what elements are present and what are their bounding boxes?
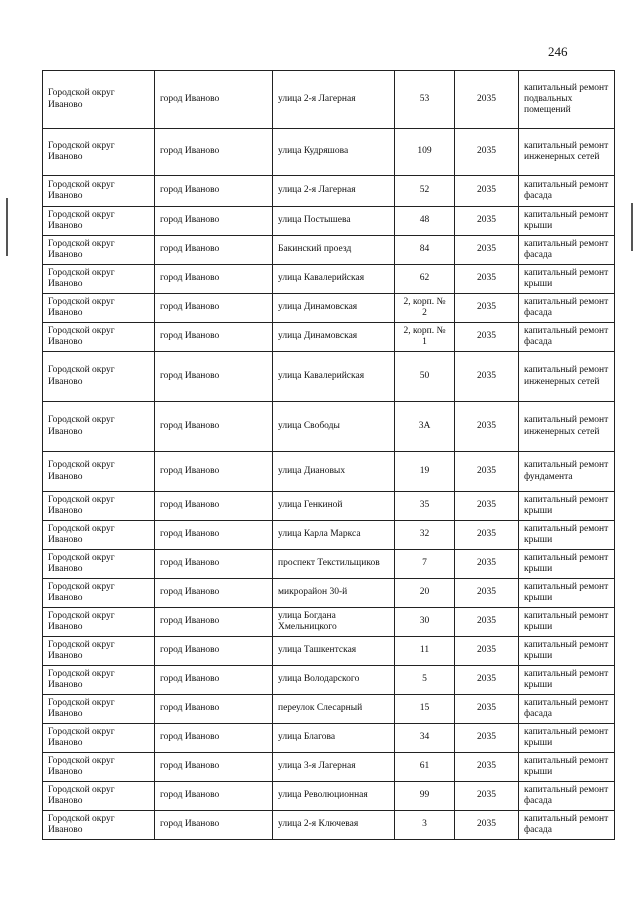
cell-city: город Иваново [155,129,273,176]
cell-street: улица Динамовская [273,323,395,352]
cell-city: город Иваново [155,608,273,637]
cell-work: капитальный ремонт подвальных помещений [519,71,615,129]
cell-okrug: Городской округ Иваново [43,666,155,695]
cell-year: 2035 [455,452,519,492]
cell-year: 2035 [455,724,519,753]
cell-house: 34 [395,724,455,753]
table-row [43,492,615,521]
cell-okrug: Городской округ Иваново [43,402,155,452]
cell-street: улица Постышева [273,207,395,236]
cell-okrug: Городской округ Иваново [43,265,155,294]
cell-year: 2035 [455,207,519,236]
table-row [43,724,615,753]
cell-okrug: Городской округ Иваново [43,323,155,352]
cell-work: капитальный ремонт крыши [519,550,615,579]
cell-street: проспект Текстильщиков [273,550,395,579]
cell-house: 5 [395,666,455,695]
page-number: 246 [548,44,568,59]
cell-house: 84 [395,236,455,265]
cell-house: 3 [395,811,455,840]
cell-house: 32 [395,521,455,550]
cell-year: 2035 [455,521,519,550]
table-row [43,666,615,695]
cell-year: 2035 [455,811,519,840]
cell-city: город Иваново [155,176,273,207]
repair-schedule-table [42,70,615,840]
cell-okrug: Городской округ Иваново [43,521,155,550]
cell-work: капитальный ремонт фасада [519,294,615,323]
cell-street: Бакинский проезд [273,236,395,265]
cell-street: улица Благова [273,724,395,753]
cell-work: капитальный ремонт фасада [519,811,615,840]
cell-street: улица Свободы [273,402,395,452]
cell-city: город Иваново [155,402,273,452]
cell-city: город Иваново [155,666,273,695]
table-row [43,637,615,666]
cell-house: 11 [395,637,455,666]
cell-okrug: Городской округ Иваново [43,236,155,265]
cell-okrug: Городской округ Иваново [43,550,155,579]
table-row [43,294,615,323]
cell-work: капитальный ремонт крыши [519,724,615,753]
cell-city: город Иваново [155,294,273,323]
cell-okrug: Городской округ Иваново [43,782,155,811]
cell-okrug: Городской округ Иваново [43,724,155,753]
cell-work: капитальный ремонт инженерных сетей [519,352,615,402]
cell-year: 2035 [455,265,519,294]
cell-okrug: Городской округ Иваново [43,637,155,666]
cell-street: улица Кавалерийская [273,265,395,294]
cell-house: 53 [395,71,455,129]
cell-work: капитальный ремонт крыши [519,265,615,294]
cell-year: 2035 [455,352,519,402]
cell-city: город Иваново [155,695,273,724]
cell-year: 2035 [455,492,519,521]
cell-okrug: Городской округ Иваново [43,608,155,637]
cell-city: город Иваново [155,207,273,236]
cell-year: 2035 [455,782,519,811]
cell-okrug: Городской округ Иваново [43,452,155,492]
cell-city: город Иваново [155,71,273,129]
cell-house: 2, корп. № 2 [395,294,455,323]
cell-street: улица Революционная [273,782,395,811]
scan-mark-left [6,198,8,256]
cell-work: капитальный ремонт крыши [519,521,615,550]
cell-year: 2035 [455,666,519,695]
cell-city: город Иваново [155,811,273,840]
cell-year: 2035 [455,129,519,176]
cell-year: 2035 [455,294,519,323]
cell-work: капитальный ремонт инженерных сетей [519,129,615,176]
cell-street: микрорайон 30-й [273,579,395,608]
cell-work: капитальный ремонт крыши [519,753,615,782]
cell-work: капитальный ремонт крыши [519,666,615,695]
cell-house: 15 [395,695,455,724]
cell-okrug: Городской округ Иваново [43,176,155,207]
scan-mark-right [631,203,633,251]
cell-year: 2035 [455,579,519,608]
table-row [43,71,615,129]
table-row [43,550,615,579]
cell-city: город Иваново [155,724,273,753]
table-row [43,402,615,452]
cell-house: 20 [395,579,455,608]
cell-okrug: Городской округ Иваново [43,71,155,129]
cell-city: город Иваново [155,352,273,402]
table-body [43,71,615,840]
cell-street: улица Ташкентская [273,637,395,666]
cell-street: улица 2-я Ключевая [273,811,395,840]
table-row [43,265,615,294]
table-row [43,579,615,608]
cell-work: капитальный ремонт инженерных сетей [519,402,615,452]
cell-city: город Иваново [155,637,273,666]
cell-work: капитальный ремонт крыши [519,637,615,666]
cell-house: 30 [395,608,455,637]
cell-year: 2035 [455,637,519,666]
cell-work: капитальный ремонт крыши [519,608,615,637]
cell-house: 2, корп. № 1 [395,323,455,352]
cell-work: капитальный ремонт фундамента [519,452,615,492]
table-row [43,352,615,402]
cell-street: переулок Слесарный [273,695,395,724]
table-row [43,608,615,637]
cell-house: 19 [395,452,455,492]
cell-okrug: Городской округ Иваново [43,129,155,176]
cell-street: улица Кавалерийская [273,352,395,402]
cell-street: улица 3-я Лагерная [273,753,395,782]
cell-house: 52 [395,176,455,207]
cell-city: город Иваново [155,579,273,608]
table-row [43,323,615,352]
cell-okrug: Городской округ Иваново [43,492,155,521]
cell-city: город Иваново [155,236,273,265]
cell-house: 48 [395,207,455,236]
cell-house: 3А [395,402,455,452]
cell-house: 7 [395,550,455,579]
cell-house: 61 [395,753,455,782]
cell-work: капитальный ремонт фасада [519,323,615,352]
cell-city: город Иваново [155,265,273,294]
table-row [43,521,615,550]
cell-street: улица Богдана Хмельницкого [273,608,395,637]
cell-okrug: Городской округ Иваново [43,753,155,782]
table-row [43,811,615,840]
cell-street: улица 2-я Лагерная [273,176,395,207]
cell-okrug: Городской округ Иваново [43,294,155,323]
cell-house: 99 [395,782,455,811]
cell-year: 2035 [455,71,519,129]
cell-year: 2035 [455,550,519,579]
cell-house: 62 [395,265,455,294]
cell-city: город Иваново [155,753,273,782]
cell-year: 2035 [455,608,519,637]
cell-city: город Иваново [155,492,273,521]
cell-year: 2035 [455,695,519,724]
table-row [43,753,615,782]
table-row [43,176,615,207]
cell-street: улица Генкиной [273,492,395,521]
cell-work: капитальный ремонт фасада [519,782,615,811]
cell-okrug: Городской округ Иваново [43,207,155,236]
cell-city: город Иваново [155,452,273,492]
cell-year: 2035 [455,176,519,207]
cell-year: 2035 [455,402,519,452]
cell-work: капитальный ремонт фасада [519,176,615,207]
cell-house: 50 [395,352,455,402]
cell-street: улица Володарского [273,666,395,695]
table-row [43,695,615,724]
cell-okrug: Городской округ Иваново [43,352,155,402]
table-row [43,782,615,811]
cell-work: капитальный ремонт крыши [519,207,615,236]
cell-year: 2035 [455,323,519,352]
cell-city: город Иваново [155,550,273,579]
cell-street: улица 2-я Лагерная [273,71,395,129]
table-row [43,129,615,176]
cell-street: улица Диановых [273,452,395,492]
cell-street: улица Кудряшова [273,129,395,176]
table-row [43,452,615,492]
cell-street: улица Карла Маркса [273,521,395,550]
cell-city: город Иваново [155,323,273,352]
cell-year: 2035 [455,236,519,265]
cell-work: капитальный ремонт крыши [519,492,615,521]
cell-city: город Иваново [155,782,273,811]
cell-year: 2035 [455,753,519,782]
cell-house: 109 [395,129,455,176]
cell-okrug: Городской округ Иваново [43,695,155,724]
cell-work: капитальный ремонт фасада [519,695,615,724]
cell-house: 35 [395,492,455,521]
table-row [43,207,615,236]
cell-okrug: Городской округ Иваново [43,579,155,608]
cell-work: капитальный ремонт крыши [519,579,615,608]
cell-street: улица Динамовская [273,294,395,323]
table-row [43,236,615,265]
cell-city: город Иваново [155,521,273,550]
cell-okrug: Городской округ Иваново [43,811,155,840]
cell-work: капитальный ремонт фасада [519,236,615,265]
